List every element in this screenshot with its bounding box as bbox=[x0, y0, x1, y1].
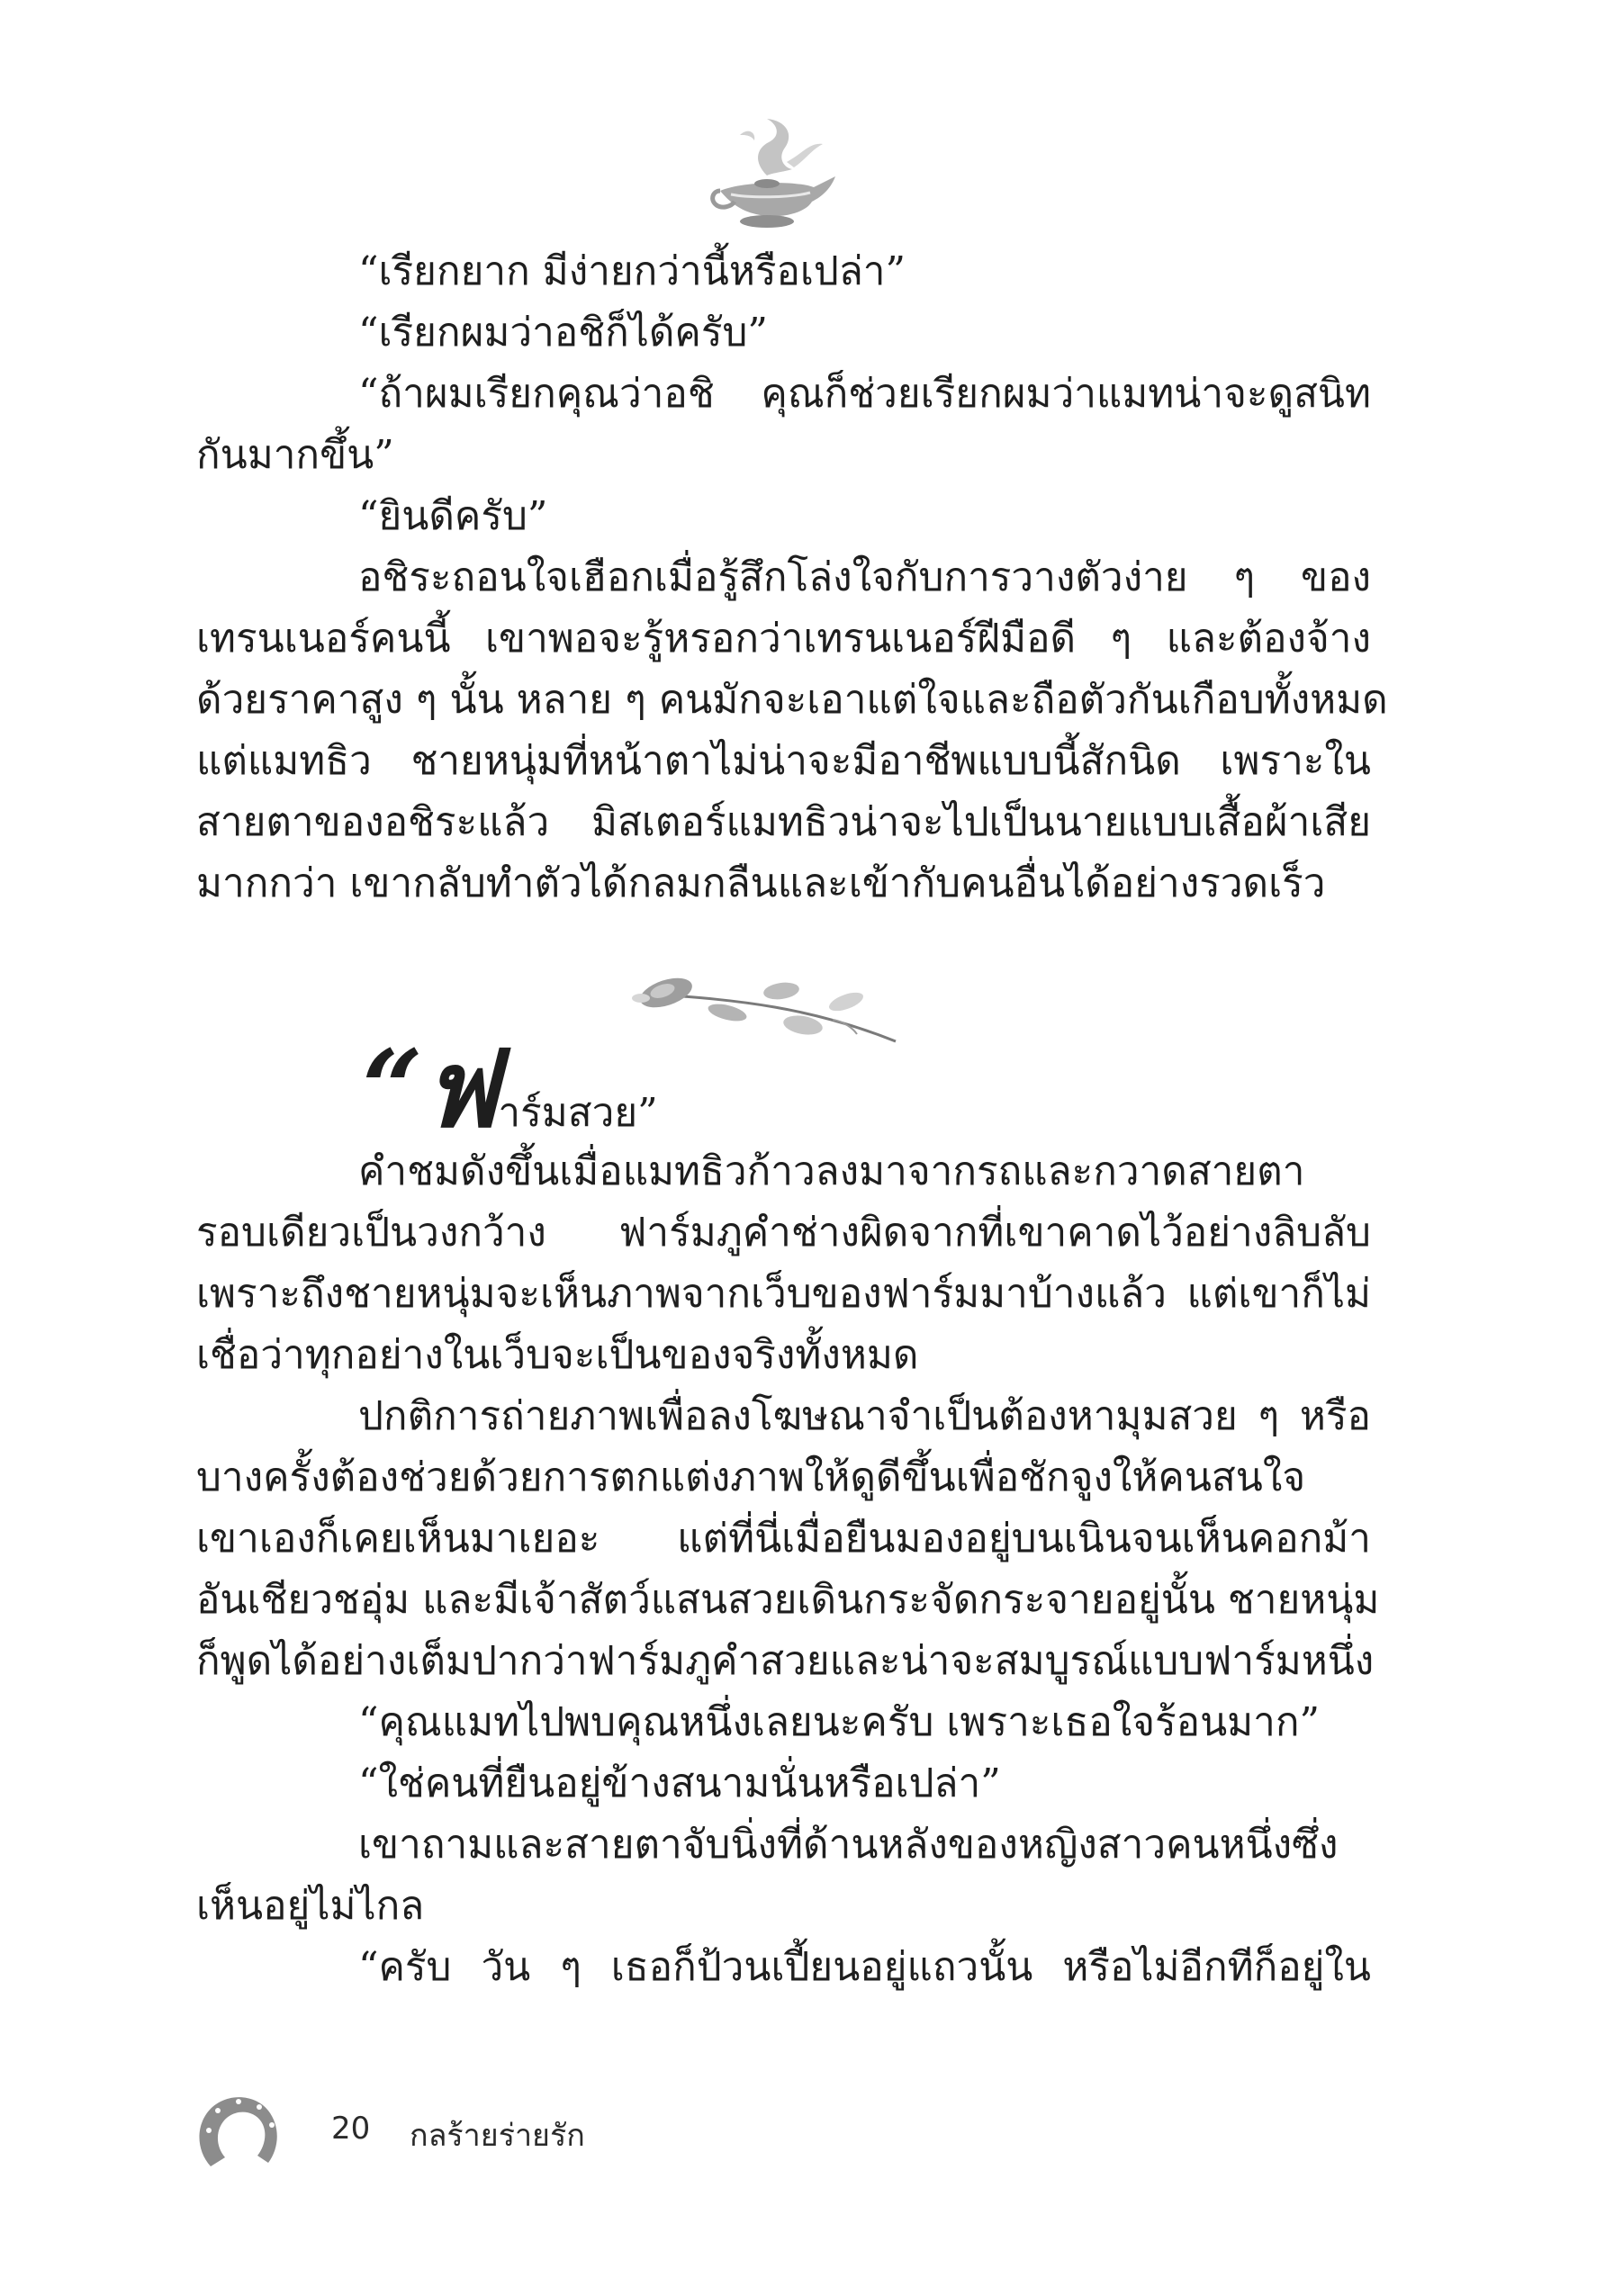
paragraph-line: เห็นอยู่ไม่ไกล bbox=[196, 1883, 425, 1929]
rose-icon bbox=[630, 968, 900, 1049]
book-title: กลร้ายร่ายรัก bbox=[410, 2118, 585, 2154]
paragraph-line: เพราะถึงชายหนุ่มจะเห็นภาพจากเว็บของฟาร์มมาบ้างแล้ว แต่เขาก็ไม่ bbox=[196, 1271, 1371, 1317]
paragraph-line: คำชมดังขึ้นเมื่อแมทธิวก้าวลงมาจากรถและกวาดสายตา bbox=[358, 1148, 1305, 1194]
page-number: 20 bbox=[331, 2111, 371, 2147]
paragraph-line: “คุณแมทไปพบคุณหนึ่งเลยนะครับ เพราะเธอใจร้อนมาก” bbox=[358, 1699, 1320, 1745]
section-heading bbox=[362, 1026, 658, 1151]
paragraph-line: กันมากขึ้น” bbox=[196, 432, 394, 478]
body-text-top bbox=[196, 241, 1388, 914]
paragraph-line: ปกติการถ่ายภาพเพื่อลงโฆษณาจำเป็นต้องหามุมสวย ๆ หรือ bbox=[358, 1393, 1371, 1439]
paragraph-line: “ครับ วัน ๆ เธอก็ป้วนเปี้ยนอยู่แถวนั้น หรือไม่อีกทีก็อยู่ใน bbox=[358, 1944, 1371, 1990]
paragraph-line: ด้วยราคาสูง ๆ นั้น หลาย ๆ คนมักจะเอาแต่ใจและถือตัวกันเกือบทั้งหมด bbox=[196, 677, 1388, 723]
body-text-bottom bbox=[196, 1141, 1380, 1998]
paragraph-line: “ถ้าผมเรียกคุณว่าอชิ คุณก็ช่วยเรียกผมว่าแมทน่าจะดูสนิท bbox=[358, 371, 1371, 417]
section-heading-text: าร์มสวย” bbox=[498, 1090, 658, 1136]
paragraph-line: สายตาของอชิระแล้ว มิสเตอร์แมทธิวน่าจะไปเป็นนายแบบเสื้อผ้าเสีย bbox=[196, 799, 1371, 845]
page-footer bbox=[189, 2084, 729, 2192]
paragraph-line: เชื่อว่าทุกอย่างในเว็บจะเป็นของจริงทั้งหมด bbox=[196, 1332, 919, 1378]
paragraph-line: เขาเองก็เคยเห็นมาเยอะ แต่ที่นี่เมื่อยืนมองอยู่บนเนินจนเห็นคอกม้า bbox=[196, 1516, 1371, 1562]
paragraph-line: อันเชียวชอุ่ม และมีเจ้าสัตว์แสนสวยเดินกระจัดกระจายอยู่นั้น ชายหนุ่ม bbox=[196, 1577, 1380, 1623]
paragraph-line: “เรียกผมว่าอชิก็ได้ครับ” bbox=[358, 310, 768, 356]
horseshoe-icon bbox=[189, 2084, 288, 2183]
paragraph-line: มากกว่า เขากลับทำตัวได้กลมกลืนและเข้ากับคนอื่นได้อย่างรวดเร็ว bbox=[196, 860, 1326, 906]
paragraph-line: รอบเดียวเป็นวงกว้าง ฟาร์มภูคำช่างผิดจากที่เขาคาดไว้อย่างลิบลับ bbox=[196, 1210, 1371, 1256]
paragraph-line: “เรียกยาก มีง่ายกว่านี้หรือเปล่า” bbox=[358, 248, 906, 294]
paragraph-line: ก็พูดได้อย่างเต็มปากว่าฟาร์มภูคำสวยและน่าจะสมบูรณ์แบบฟาร์มหนึ่ง bbox=[196, 1638, 1375, 1684]
paragraph-line: เขาถามและสายตาจับนิ่งที่ด้านหลังของหญิงสาวคนหนึ่งซึ่ง bbox=[358, 1822, 1339, 1868]
paragraph-line: “ยินดีครับ” bbox=[358, 493, 548, 539]
paragraph-line: อชิระถอนใจเฮือกเมื่อรู้สึกโล่งใจกับการวางตัวง่าย ๆ ของ bbox=[358, 554, 1371, 600]
paragraph-line: เทรนเนอร์คนนี้ เขาพอจะรู้หรอกว่าเทรนเนอร์ฝีมือดี ๆ และต้องจ้าง bbox=[196, 616, 1371, 662]
drop-cap: “ฟ bbox=[362, 1026, 499, 1151]
genie-lamp-icon bbox=[704, 108, 839, 234]
paragraph-line: “ใช่คนที่ยืนอยู่ข้างสนามนั่นหรือเปล่า” bbox=[358, 1760, 1001, 1806]
paragraph-line: บางครั้งต้องช่วยด้วยการตกแต่งภาพให้ดูดีขึ้นเพื่อชักจูงให้คนสนใจ bbox=[196, 1454, 1306, 1500]
paragraph-line: แต่แมทธิว ชายหนุ่มที่หน้าตาไม่น่าจะมีอาชีพแบบนี้สักนิด เพราะใน bbox=[196, 738, 1371, 784]
